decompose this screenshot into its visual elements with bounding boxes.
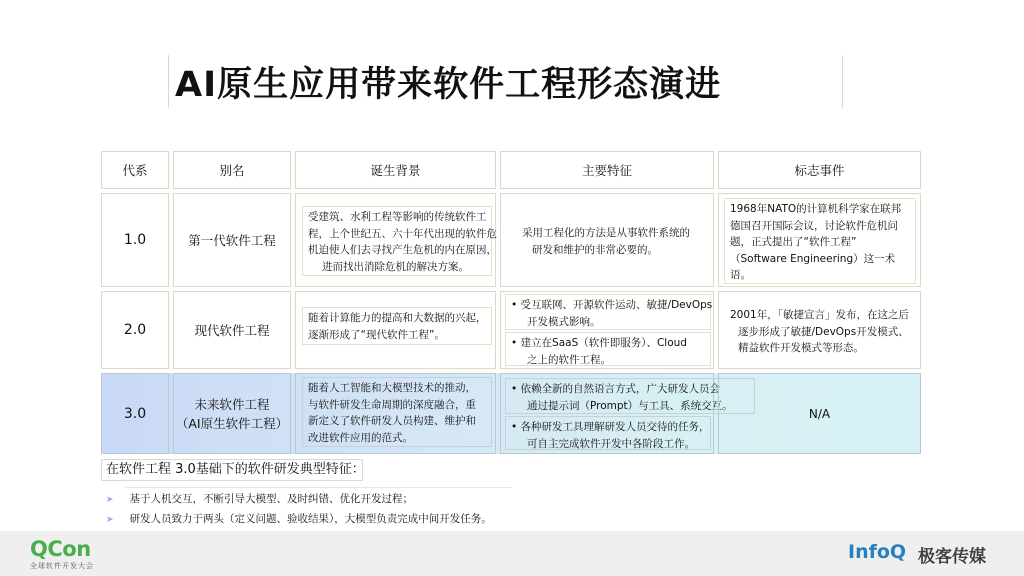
text-line: 开发模式影响。 xyxy=(527,315,601,328)
text-line: • 建立在SaaS（软件即服务）、Cloud xyxy=(511,337,687,349)
summary-item-text: 基于人机交互，不断引导大模型、及时纠错、优化开发过程； xyxy=(129,493,414,505)
summary-item xyxy=(106,491,413,506)
summary-item-text: 研发人员致力于两头（定义问题、验收结果），大模型负责完成中间开发任务。 xyxy=(129,513,492,525)
row-2-background xyxy=(302,307,492,345)
summary-item xyxy=(106,511,492,526)
text-line: 受建筑、水利工程等影响的传统软件工 xyxy=(308,211,487,223)
text-line: 随着计算能力的提高和大数据的兴起， xyxy=(308,312,487,324)
row-3-feature-2 xyxy=(505,416,711,450)
text-line: 进而找出消除危机的解决方案。 xyxy=(322,260,469,273)
header-background: 诞生背景 xyxy=(295,151,496,189)
header-events: 标志事件 xyxy=(718,151,921,189)
text-line: 采用工程化的方法是从事软件系统的 xyxy=(522,227,690,239)
row-1-alias: 第一代软件工程 xyxy=(173,193,291,287)
text-line: 研发和维护的非常必要的。 xyxy=(532,243,658,256)
header-alias: 别名 xyxy=(173,151,291,189)
text-line: 德国召开国际会议，讨论软件危机问 xyxy=(730,219,898,232)
text-line: • 各种研发工具理解研发人员交待的任务， xyxy=(511,421,710,433)
row-1-background xyxy=(302,206,497,276)
text-line: 随着人工智能和大模型技术的推动， xyxy=(308,382,476,394)
text-line: 1968年NATO的计算机科学家在联邦 xyxy=(730,203,902,215)
geek-media-logo: 极客传媒 xyxy=(918,547,986,567)
text-line: 之上的软件工程。 xyxy=(527,353,611,366)
arrow-bullet-icon: ➤ xyxy=(106,495,114,505)
infoq-logo: InfoQ xyxy=(848,541,907,563)
row-1-version: 1.0 xyxy=(101,193,169,287)
text-line: 改进软件应用的范式。 xyxy=(308,431,413,444)
row-3-alias-line-1: 未来软件工程 xyxy=(194,396,270,412)
summary-divider xyxy=(125,487,511,488)
row-2-feature-1 xyxy=(505,294,711,330)
text-line: 通过提示词（Prompt）与工具、系统交互。 xyxy=(527,399,733,412)
row-3-event: N/A xyxy=(718,373,921,454)
row-3-alias xyxy=(173,373,291,454)
text-line: • 受互联网、开源软件运动、敏捷/DevOps xyxy=(511,299,713,311)
text-line: 2001年，「敏捷宣言」发布，在这之后 xyxy=(730,309,909,321)
page-title: AI原生应用带来软件工程形态演进 xyxy=(175,64,722,105)
text-line: 逐步形成了敏捷/DevOps开发模式、 xyxy=(738,325,909,338)
row-2-event xyxy=(724,304,918,356)
text-line: 逐渐形成了“现代软件工程”。 xyxy=(308,328,445,341)
row-2-feature-2 xyxy=(505,332,711,366)
arrow-bullet-icon: ➤ xyxy=(106,515,114,525)
header-features: 主要特征 xyxy=(500,151,714,189)
row-2-version: 2.0 xyxy=(101,291,169,369)
qcon-subtitle: 全球软件开发大会 xyxy=(30,562,94,570)
text-line: 机迫使人们去寻找产生危机的内在原因， xyxy=(308,244,497,256)
row-2-alias: 现代软件工程 xyxy=(173,291,291,369)
title-box xyxy=(168,55,843,108)
row-3-version: 3.0 xyxy=(101,373,169,454)
summary-title: 在软件工程 3.0基础下的软件研发典型特征： xyxy=(101,459,363,481)
text-line: 新定义了软件研发人员构建、维护和 xyxy=(308,415,476,427)
text-line: 程，上个世纪五、六十年代出现的软件危 xyxy=(308,227,497,240)
header-generation: 代系 xyxy=(101,151,169,189)
text-line: 与软件研发生命周期的深度融合，重 xyxy=(308,398,476,411)
text-line: 题，正式提出了“软件工程” xyxy=(730,236,857,248)
row-1-event xyxy=(724,198,916,284)
text-line: 语。 xyxy=(730,269,751,281)
row-3-background xyxy=(302,377,492,447)
row-3-alias-line-2: （AI原生软件工程） xyxy=(175,415,289,431)
text-line: 可自主完成软件开发中各阶段工作。 xyxy=(527,437,695,450)
text-line: 精益软件开发模式等形态。 xyxy=(738,342,864,354)
text-line: （Software Engineering）这一术 xyxy=(730,252,896,265)
row-1-features xyxy=(516,222,702,258)
text-line: • 依赖全新的自然语言方式，广大研发人员会 xyxy=(511,383,721,395)
qcon-logo: QCon xyxy=(30,537,91,561)
